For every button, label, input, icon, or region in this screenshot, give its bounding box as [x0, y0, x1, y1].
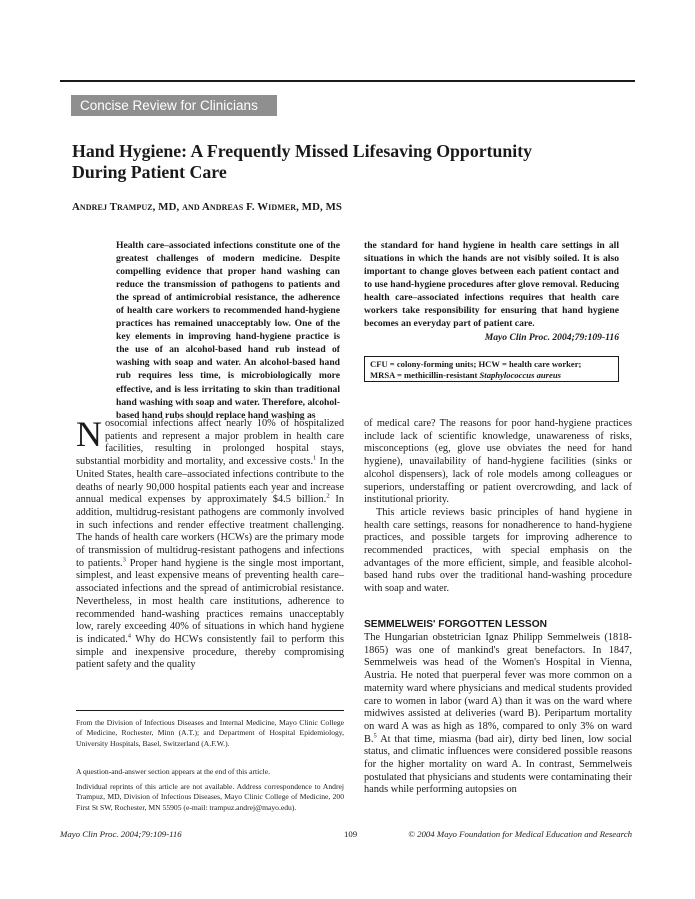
footnote-reprints: Individual reprints of this article are not available. Address correspondence to Andrej Trampuz, MD, Division of Infectious Diseases, Mayo Clinic College of Medicine, 200 First St SW, Rochester, MN 55905 (e-mail: trampuz.andrej@mayo.edu). [76, 782, 344, 812]
author-conjunction: and [182, 201, 200, 213]
abbreviations-line-1: CFU = colony-forming units; HCW = health care worker; [370, 359, 582, 369]
abstract-left-column: Health care–associated infections constitute one of the greatest challenges of modern medicine. Despite compelling evidence that proper hand washing can reduce the transmission of pathogens to patients and the spread of antimicrobial resistance, the adherence of health care workers to recommended hand-hygiene practices has remained unacceptably low. One of the key elements in improving hand-hygiene practice is the use of an alcohol-based hand rub instead of washing with soap and water. An alcohol-based hand rub requires less time, is microbiologically more effective, and is less irritating to skin than traditional hand washing with soap and water. Therefore, alcohol-based hand rubs should replace hand washing as [116, 240, 340, 421]
footnote-qa: A question-and-answer section appears at the end of this article. [76, 767, 270, 776]
footnote-affiliation: From the Division of Infectious Diseases and Internal Medicine, Mayo Clinic College of Medicine, Rochester, Minn (A.T.); and Department of Hospital Epidemiology, University Hospitals, Basel, Switzerland (A.F.W.). [76, 718, 344, 748]
body-text: osocomial infections affect nearly 10% of hospitalized patients and represent a major problem in health care facilities, resulting in prolonged hospital stays, substantial morbidity and mortality, and excessive costs. [76, 418, 344, 468]
body-text: In addition, multidrug-resistant pathogens are commonly involved in such infections and render effective treatment challenging. The hands of health care workers (HCWs) are the primary mode of transmission of multidrug-resistant pathogens and infections to patients. [76, 494, 345, 569]
section-heading: SEMMELWEIS' FORGOTTEN LESSON [364, 619, 547, 630]
abstract-right-column: the standard for hand hygiene in health care settings in all situations in which the hands are not visibly soiled. It is also important to change gloves between each patient contact and to use hand-hygiene procedures after glove removal. Reducing health care–associated infections requires that health care workers take responsibility for ensuring that hand hygiene becomes an everyday part of patient care. [364, 240, 619, 330]
author-2: Andreas F. Widmer, MD, MS [201, 201, 342, 213]
abbreviations-line-2 [370, 370, 613, 381]
drop-cap: N [76, 414, 102, 454]
footer-page-number: 109 [344, 829, 358, 839]
reference-marker: 4 [127, 632, 132, 640]
abstract-citation: Mayo Clin Proc. 2004;79:109-116 [484, 332, 619, 343]
body-text: At that time, miasma (bad air), dirty bed linen, low social status, and climatic influences were considered possible reasons for the higher mortality on ward A. In contrast, Semmelweis postulated that physicians and students were contaminating their hands while performing autopsies on [364, 733, 632, 796]
body-paragraph-3: This article reviews basic principles of hand hygiene in health care settings, reasons for nonadherence to hand-hygiene practices, and possible targets for improving adherence to recommended practices, with special emphasis on the advantages of the more efficient, simple, and feasible alcohol-based hand rubs over the traditional hand-washing procedure with soap and water. [364, 506, 632, 595]
title-line-1: Hand Hygiene: A Frequently Missed Lifesaving Opportunity [72, 141, 533, 161]
body-text: The Hungarian obstetrician Ignaz Philipp Semmelweis (1818-1865) was one of mankind's great benefactors. In 1847, Semmelweis was head of the Women's Hospital in Vienna, Austria. He noted that puerperal fever was more common on a maternity ward where physicians and medical students provided care to women in labor (ward A) than it was on the ward where midwives assisted at deliveries (ward B). Peripartum mortality on ward A was as high as 18%, compared to only 3% on ward B. [364, 632, 632, 745]
reference-marker: 1 [313, 454, 317, 462]
section-label: Concise Review for Clinicians [80, 98, 258, 113]
footer-copyright: © 2004 Mayo Foundation for Medical Education and Research [408, 829, 632, 839]
abbreviation-mrsa: MRSA = methicillin-resistant [370, 370, 480, 380]
author-line [72, 201, 572, 213]
body-paragraph-4 [364, 632, 632, 797]
body-right-column [364, 418, 632, 596]
abbreviation-mrsa-organism: Staphylococcus aureus [479, 370, 561, 380]
author-1: Andrej Trampuz, MD, [72, 201, 180, 213]
body-text: Proper hand hygiene is the single most important, simplest, and least expensive means of preventing health care–associated infections and the spread of antimicrobial resistance. Nevertheless, in most health care institutions, adherence to recommended hand-washing practices remains unacceptably low, rarely exceeding 40% of situations in which hand hygiene is indicated. [76, 557, 345, 645]
article-title [72, 141, 592, 183]
body-left-column [76, 414, 345, 672]
reference-marker: 3 [122, 556, 126, 564]
reference-marker: 2 [326, 492, 330, 500]
top-rule [60, 80, 635, 82]
body-text: In the United States, health care–associated infections contribute to the deaths of nearly 90,000 hospital patients each year and increase annual medical expenses by approximately $4.5 billion. [76, 456, 344, 506]
abbreviations-box [364, 356, 619, 382]
title-line-2: During Patient Care [72, 162, 227, 182]
body-paragraph-2: of medical care? The reasons for poor hand-hygiene practices include lack of scientific knowledge, unawareness of risks, misconceptions (eg, glove use obviates the need for hand hygiene), unavailability of hand-hygiene facilities (sinks or alcohol dispensers), lack of role models among colleagues or superiors, understaffing or patient overcrowding, and lack of institutional priority. [364, 418, 632, 506]
footnote-rule [76, 710, 344, 711]
footer-journal: Mayo Clin Proc. 2004;79:109-116 [60, 829, 182, 839]
reference-marker: 5 [373, 732, 377, 740]
body-text: Why do HCWs consistently fail to perform this simple and inexpensive procedure, thereby compromising patient safety and the quality [76, 633, 344, 671]
body-right-column-continued [364, 632, 632, 797]
body-paragraph-1 [76, 414, 345, 672]
